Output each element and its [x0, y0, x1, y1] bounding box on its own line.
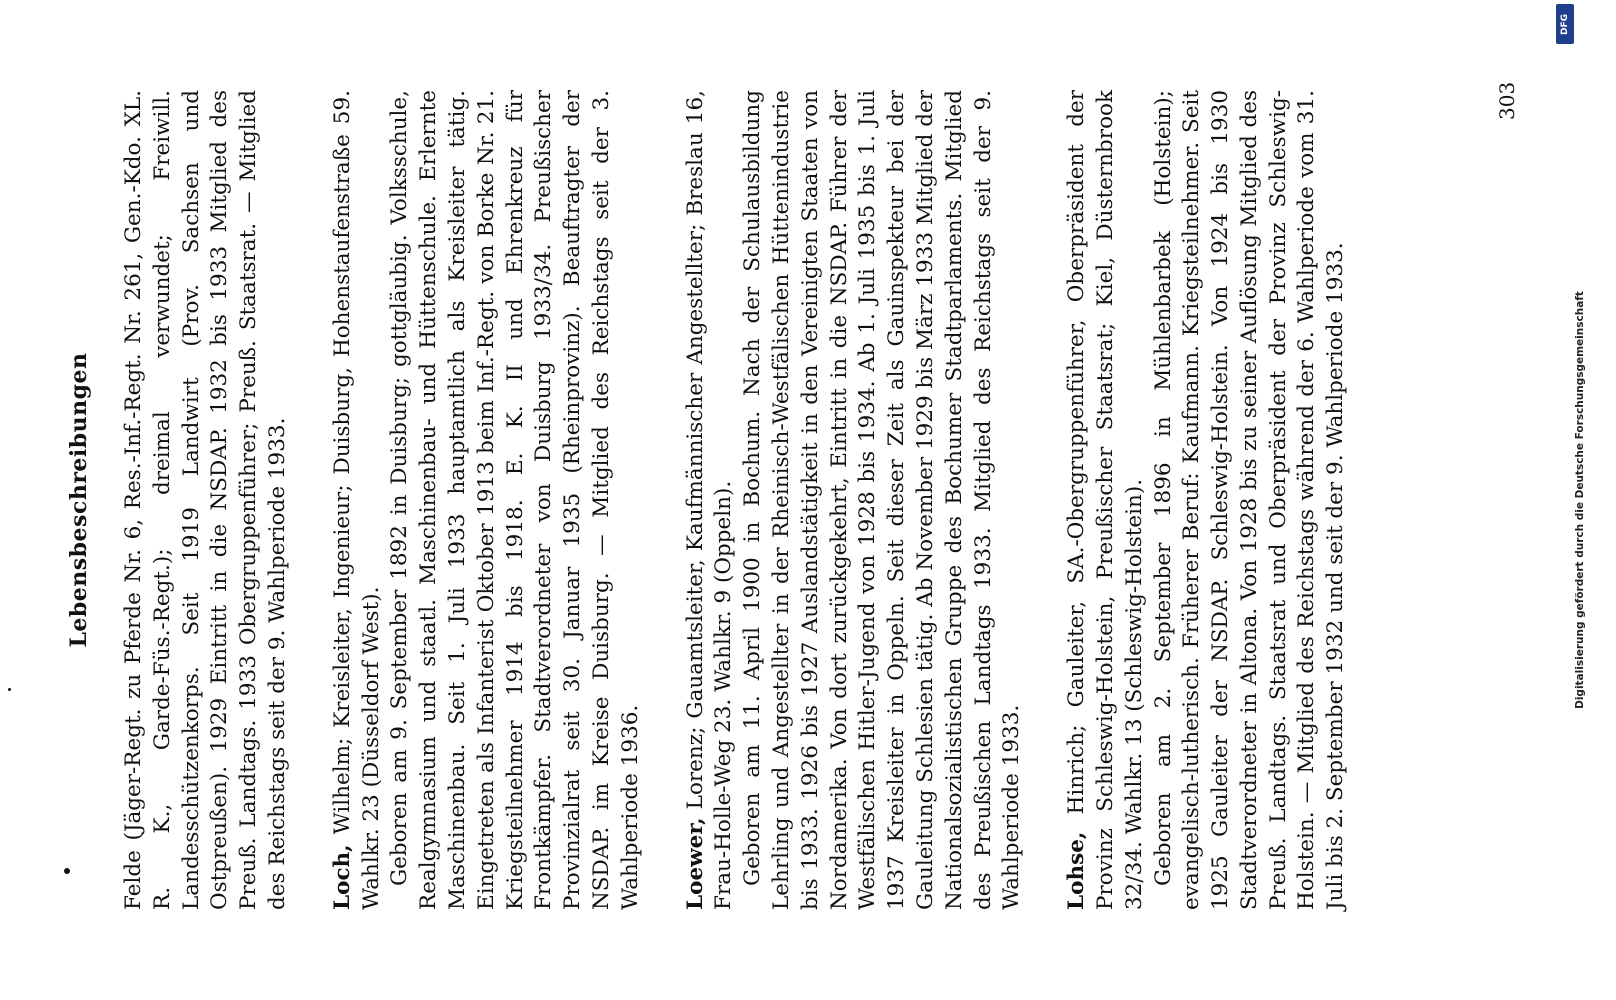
entry-header	[682, 90, 740, 910]
page-number: 303	[1495, 81, 1519, 120]
entry-continued	[120, 90, 293, 910]
entry-header	[329, 90, 387, 910]
entry-paragraph: Geboren am 11. April 1900 in Bochum. Nach der Schulausbildung Lehrling und Angestellter in der Rheinisch-Westfälischen Hüttenindustrie bis 1933. 1926 bis 1927 Auslandstätigkeit in den Vereinigten Staaten von Nordamerika. Von dort zurückgekehrt, Eintritt in die NSDAP. Führer der Westfälischen Hitler-Jugend von 1928 bis 1934. Ab 1. Juli 1935 bis 1. Juli 1937 Kreisleiter in Oppeln. Seit dieser Zeit als Gauinspekteur bei der Gauleitung Schlesien tätig. Ab November 1929 bis März 1933 Mitglied der Nationalsozialistischen Gruppe des Bochumer Stadtparlaments. Mitglied des Preußischen Landtags 1933. Mitglied des Reichstags seit der 9. Wahlperiode 1933.	[740, 90, 1025, 910]
entry-summary: Wilhelm; Kreisleiter, Ingenieur; Duisburg, Hohenstaufenstraße 59. Wahlkr. 23 (Düsseldorf West).	[329, 90, 384, 910]
biography-text	[120, 90, 1387, 910]
scan-speck	[64, 868, 70, 874]
running-head: Lebensbeschreibungen	[66, 352, 92, 648]
entry-loewer	[682, 90, 1028, 910]
entry-paragraph: Geboren am 9. September 1892 in Duisburg; gottgläubig. Volksschule, Realgymnasium und staatl. Maschinenbau- und Hüttenschule. Erlernte Maschinenbau. Seit 1. Juli 1933 hauptamtlich als Kreisleiter tätig. Eingetreten als Infanterist Oktober 1913 beim Inf.-Regt. von Borke Nr. 21. Kriegsteilnehmer 1914 bis 1918. E. K. II und Ehrenkreuz für Frontkämpfer. Stadtverordneter von Duisburg 1933/34. Preußischer Provinzialrat seit 30. Januar 1935 (Rheinprovinz). Beauftragter der NSDAP. im Kreise Duisburg. — Mitglied des Reichstags seit der 3. Wahlperiode 1936.	[387, 90, 643, 910]
entry-name: Loewer,	[682, 817, 708, 910]
entry-name: Loch,	[329, 844, 355, 910]
entry-paragraph: Felde (Jäger-Regt. zu Pferde Nr. 6, Res.-Inf.-Regt. Nr. 261, Gen.-Kdo. XL. R. K., Garde-Füs.-Regt.); dreimal verwundet; Freiwill. Landesschützenkorps. Seit 1919 Landwirt (Prov. Sachsen und Ostpreußen). 1929 Eintritt in die NSDAP. 1932 bis 1933 Mitglied des Preuß. Landtags. 1933 Obergruppenführer; Preuß. Staatsrat. — Mitglied des Reichstags seit der 9. Wahlperiode 1933.	[121, 90, 290, 910]
entry-name: Lohse,	[1064, 831, 1090, 910]
dfg-logo-icon: DFG	[1556, 4, 1574, 44]
entry-summary: Hinrich; Gauleiter, SA.-Obergruppenführer, Oberpräsident der Provinz Schleswig-Holstein, Preußischer Staatsrat; Kiel, Düsternbrook 32/34. Wahlkr. 13 (Schleswig-Holstein).	[1064, 90, 1147, 910]
entry-paragraph: Geboren am 2. September 1896 in Mühlenbarbek (Holstein); evangelisch-lutherisch. Früherer Beruf: Kaufmann. Kriegsteilnehmer. Seit 1925 Gauleiter der NSDAP. Schleswig-Holstein. Von 1924 bis 1930 Stadtverordneter in Altona. Von 1928 bis zu seiner Auflösung Mitglied des Preuß. Landtags. Staatsrat und Oberpräsident der Provinz Schleswig-Holstein. — Mitglied des Reichstags während der 6. Wahlperiode vom 31. Juli bis 2. September 1932 und seit der 9. Wahlperiode 1933.	[1150, 90, 1349, 910]
scan-speck	[8, 688, 11, 691]
entry-lohse	[1063, 90, 1351, 910]
entry-loch	[329, 90, 646, 910]
entry-header	[1063, 90, 1149, 910]
entry-summary: Lorenz; Gauamtsleiter, Kaufmännischer Angestellter; Breslau 16, Frau-Holle-Weg 23. Wahlkr. 9 (Oppeln).	[682, 90, 737, 910]
digitization-sidebar	[1552, 0, 1616, 1000]
digitization-note: Digitalisierung gefördert durch die Deutsche Forschungsgemeinschaft	[1574, 291, 1586, 709]
